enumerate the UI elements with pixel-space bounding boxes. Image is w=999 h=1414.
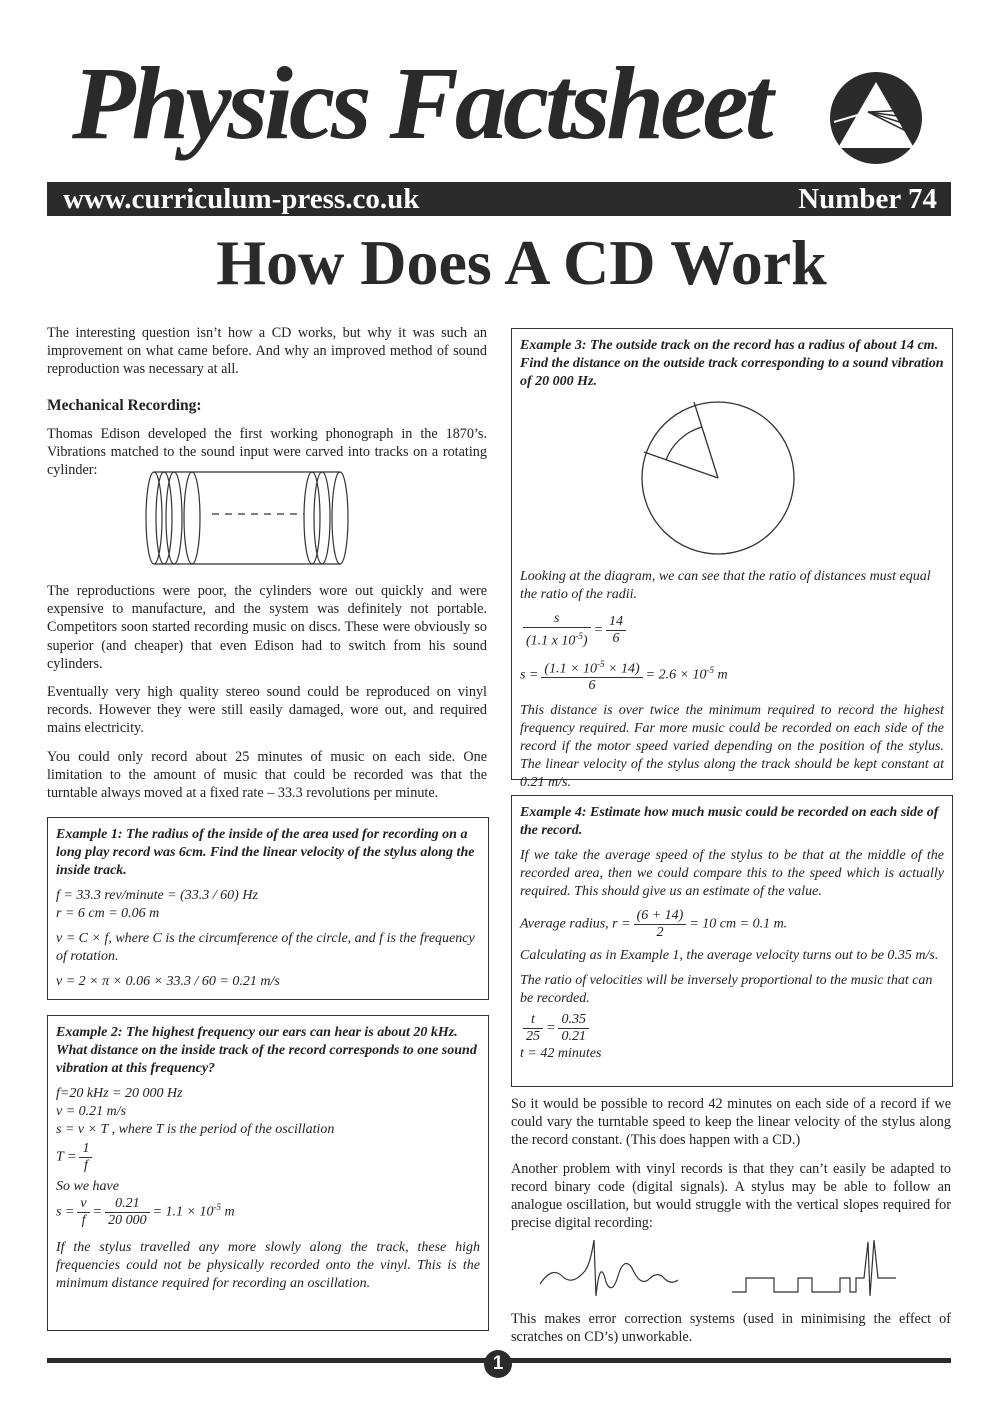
left-column-lower [47, 582, 487, 812]
example-2-line: f=20 kHz = 20 000 Hz [56, 1086, 183, 1101]
example-4-line: Calculating as in Example 1, the average velocity turns out to be 0.35 m/s. [520, 948, 939, 963]
example-2-line: So we have [56, 1179, 119, 1194]
example-2-conclusion: If the stylus travelled any more slowly along the track, these high frequencies could not be physically recorded onto the vinyl. This is the minimum distance required for recording an oscillation. [56, 1240, 480, 1291]
header-bar [47, 182, 951, 216]
issue-number: Number 74 [798, 183, 937, 215]
analogue-digital-waveform-diagram [536, 1236, 916, 1302]
equation-lhs: s = [56, 1204, 75, 1220]
fraction-denominator: f [81, 1213, 86, 1228]
fraction-denominator: 2 [656, 925, 664, 940]
equals-sign: = [546, 1020, 556, 1036]
example-4-result: t = 42 minutes [520, 1046, 602, 1061]
example-1-box [47, 817, 489, 1000]
fraction-numerator: (1.1 × 10 [544, 661, 598, 677]
binary-code-paragraph: Another problem with vinyl records is that they can’t easily be adapted to record binary code (digital signals). A stylus may be able to follow an analogue oscillation, but would struggle with the vertical slopes required for precise digital recording: [511, 1160, 951, 1232]
example-4-line: If we take the average speed of the stylus to be that at the middle of the recorded area, then we could compare this to the speed which is actually required. This should give us an estimate of the value. [520, 848, 944, 899]
example-4-question: Example 4: Estimate how much music could be recorded on each side of the record. [520, 805, 939, 838]
equation-rhs: = 1.1 × 10 [152, 1204, 214, 1220]
exponent: -5 [575, 631, 583, 641]
period-equation [56, 1141, 480, 1174]
turntable-speed-paragraph: So it would be possible to record 42 minutes on each side of a record if we could vary the turntable speed to keep the linear velocity of the stylus along the record constant. (This does happen with a CD.) [511, 1096, 951, 1149]
example-2-box [47, 1015, 489, 1331]
masthead-title: Physics Factsheet [72, 46, 770, 161]
edison-paragraph: Thomas Edison developed the first working phonograph in the 1870’s. Vibrations matched to the sound input were carved into tracks on a rotating cylinder: [47, 425, 487, 479]
example-3-box [511, 328, 953, 791]
vinyl-paragraph: Eventually very high quality stereo sound could be reproduced on vinyl records. However they were still easily damaged, wore out, and required mains electricity. [47, 684, 487, 737]
fraction-numerator: 14 [606, 614, 626, 631]
equation-rhs: = 2.6 × 10 [645, 667, 707, 683]
left-column [47, 324, 487, 489]
fraction-numerator: t [523, 1012, 543, 1029]
example-2-question: Example 2: The highest frequency our ears can hear is about 20 kHz. What distance on the inside track of the record corresponds to one sound vibration at this frequency? [56, 1025, 477, 1076]
fraction-numerator: × 14) [604, 661, 640, 677]
reproduction-paragraph: The reproductions were poor, the cylinders wore out quickly and were expensive to manufacture, and the system was definitely not portable. Competitors soon started recording music on discs. These were obviously so superior (and cheaper) that even Edison had to switch from his sound cylinders. [47, 583, 487, 672]
page-number: 1 [484, 1350, 512, 1378]
example-1-line: v = C × f, where C is the circumference of the circle, and f is the frequency of rotation. [56, 931, 475, 964]
fraction-numerator: v [77, 1196, 89, 1213]
example-1-result: v = 2 × π × 0.06 × 33.3 / 60 = 0.21 m/s [56, 974, 280, 989]
exponent: -5 [597, 658, 605, 669]
equation-lhs: T = [56, 1149, 77, 1165]
unit: m [220, 1204, 235, 1220]
example-4-line: The ratio of velocities will be inversely proportional to the music that can be recorded. [520, 973, 933, 1006]
equation-lhs: Average radius, r = [520, 916, 631, 932]
example-3-question: Example 3: The outside track on the record has a radius of about 14 cm. Find the distance on the outside track corresponding to a sound vibration of 20 000 Hz. [520, 338, 944, 389]
fraction-denominator: 6 [588, 678, 596, 694]
example-1-question: Example 1: The radius of the inside of the area used for recording on a long play record was 6cm. Find the linear velocity of the stylus along the inside track. [56, 827, 475, 878]
distance-equation [56, 1196, 480, 1229]
example-3-conclusion: This distance is over twice the minimum required to record the highest frequency required. Far more music could be recorded on each side of the record if the motor speed varied depending on the position of the stylus. The linear velocity of the stylus along the track should be kept constant at 0.21 m/s. [520, 703, 944, 791]
average-radius-equation [520, 908, 944, 941]
turntable-paragraph: You could only record about 25 minutes of music on each side. One limitation to the amount of music that could be recorded was that the turntable always moved at a fixed rate – 33.3 revolutions per minute. [47, 748, 487, 802]
record-sector-diagram [638, 398, 798, 558]
fraction-denominator: 25 [526, 1029, 540, 1044]
example-2-line: s = v × T , where T is the period of the oscillation [56, 1122, 335, 1137]
fraction-numerator: 0.35 [558, 1012, 589, 1029]
phonograph-cylinder-diagram [140, 466, 360, 570]
equals-sign: = [92, 1204, 103, 1220]
error-correction-block [511, 1310, 951, 1356]
fraction-denominator: 6 [612, 630, 620, 646]
right-column-lower [511, 1095, 951, 1242]
example-1-line: f = 33.3 rev/minute = (33.3 / 60) Hz [56, 888, 258, 903]
fraction-denominator: 20 000 [108, 1213, 147, 1228]
page-title: How Does A CD Work [216, 227, 827, 298]
error-correction-paragraph: This makes error correction systems (used in minimising the effect of scratches on CD’s) unworkable. [511, 1311, 951, 1346]
fraction-numerator: 0.21 [105, 1196, 150, 1213]
fraction-numerator: 1 [79, 1141, 92, 1158]
equals-sign: = [593, 622, 604, 638]
fraction-denominator: ) [582, 633, 588, 649]
example-1-line: r = 6 cm = 0.06 m [56, 906, 160, 921]
equation-lhs: s = [520, 667, 539, 683]
fraction-denominator: 0.21 [561, 1029, 586, 1044]
ratio-equation [520, 611, 944, 650]
fraction-numerator: s [523, 611, 591, 628]
time-ratio-equation [520, 1012, 944, 1045]
example-3-line: Looking at the diagram, we can see that the ratio of distances must equal the ratio of the radii. [520, 569, 931, 602]
section-heading: Mechanical Recording: [47, 396, 202, 414]
fraction-denominator: (1.1 x 10 [526, 633, 576, 649]
prism-logo-icon [828, 70, 924, 166]
outer-distance-equation [520, 656, 944, 695]
example-2-line: v = 0.21 m/s [56, 1104, 127, 1119]
fraction-denominator: f [84, 1158, 88, 1173]
intro-paragraph: The interesting question isn’t how a CD works, but why it was such an improvement on what came before. And why an improved method of sound reproduction was necessary at all. [47, 325, 487, 378]
unit: m [714, 667, 728, 683]
example-4-box [511, 795, 953, 1087]
exponent: -5 [213, 1202, 221, 1213]
exponent: -5 [706, 664, 715, 675]
website-link[interactable]: www.curriculum-press.co.uk [63, 183, 420, 215]
fraction-numerator: (6 + 14) [634, 908, 687, 925]
equation-rhs: = 10 cm = 0.1 m. [689, 916, 788, 932]
